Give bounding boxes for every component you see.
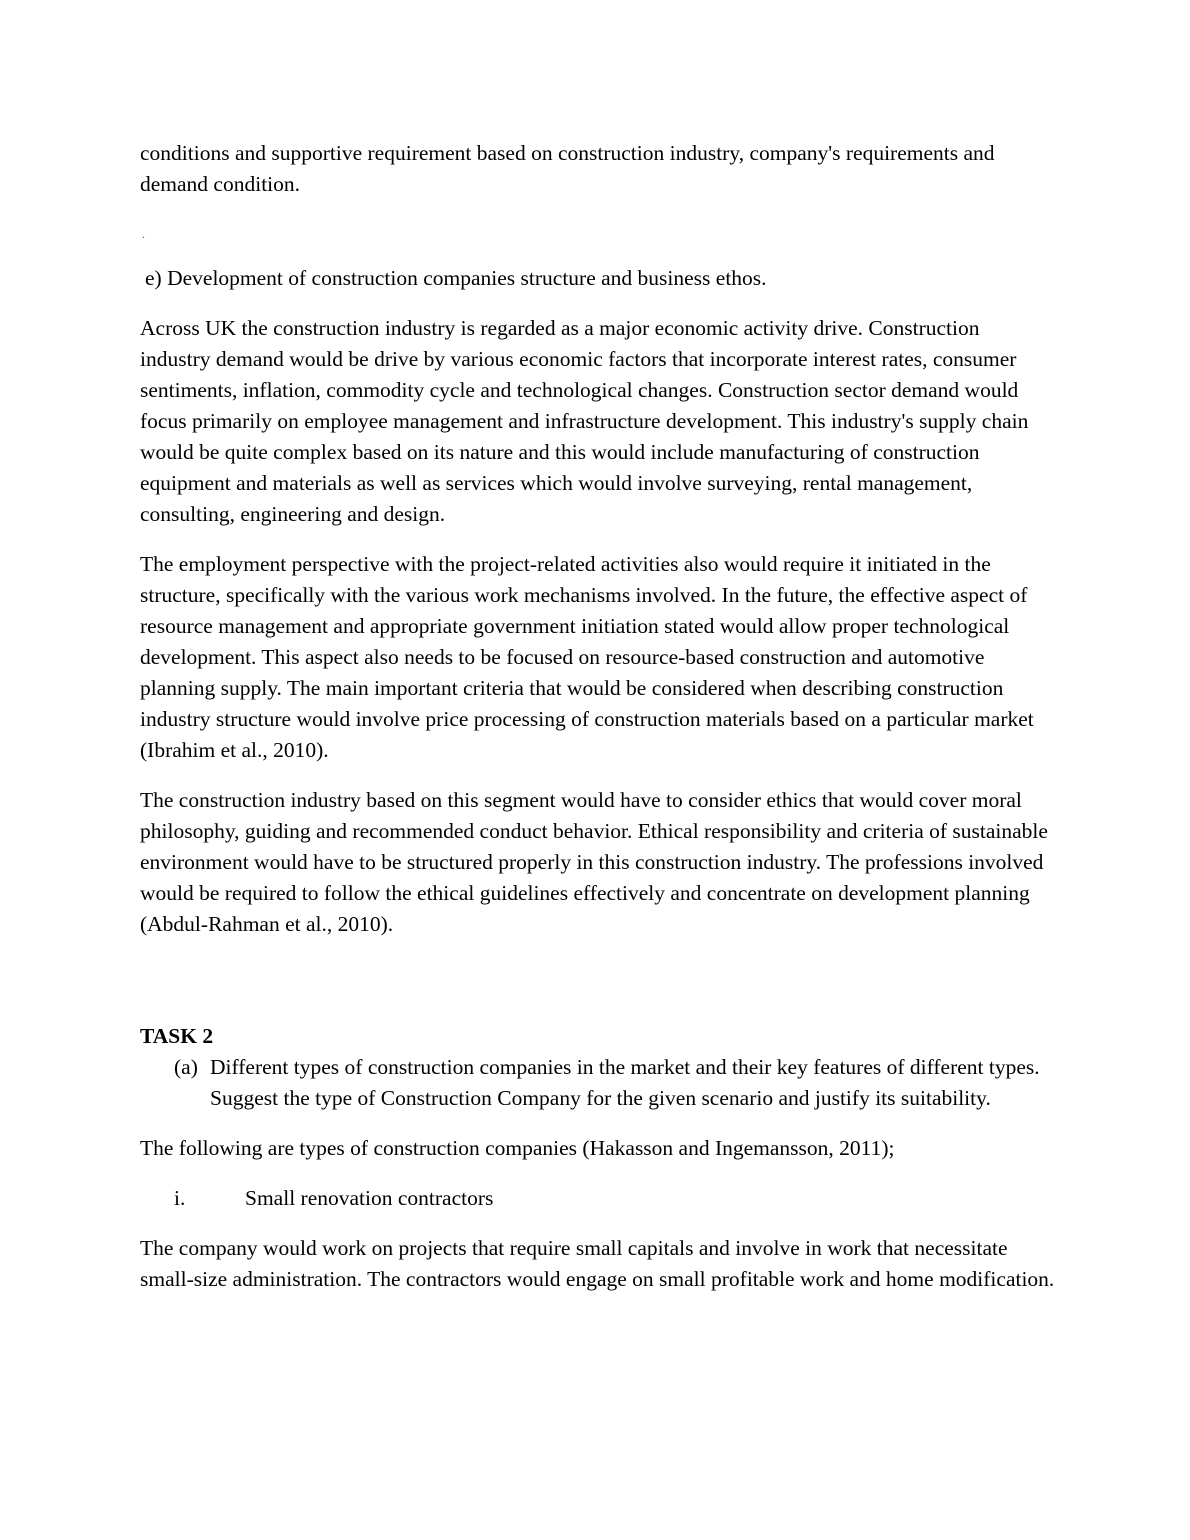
list-item-marker: i. [174,1186,186,1210]
task-a-item [140,1052,1055,1114]
list-item-text: Small renovation contractors [245,1186,494,1210]
paragraph-employment-perspective: The employment perspective with the project-related activities also would require it initiated in the structure, specifically with the various work mechanisms involved. In the future, the effective aspect of resource management and appropriate government initiation stated would allow proper technological development. This aspect also needs to be focused on resource-based construction and automotive planning supply. The main important criteria that would be considered when describing construction industry structure would involve price processing of construction materials based on a particular market (Ibrahim et al., 2010). [140,552,1034,762]
continuation-paragraph: conditions and supportive requirement based on construction industry, company's requirements and demand condition. [140,141,995,196]
section-e-heading: e) Development of construction companies structure and business ethos. [145,266,767,290]
paragraph-industry-overview: Across UK the construction industry is regarded as a major economic activity drive. Construction industry demand would be drive by various economic factors that incorporate interest rates, consumer sentiments, inflation, commodity cycle and technological changes. Construction sector demand would focus primarily on employee management and infrastructure development. This industry's supply chain would be quite complex based on its nature and this would include manufacturing of construction equipment and materials as well as services which would involve surveying, rental management, consulting, engineering and design. [140,316,1029,526]
task-a-text: Different types of construction companies in the market and their key features of different types. Suggest the type of Construction Company for the given scenario and justify its suitability. [210,1055,1040,1110]
task-2-heading: TASK 2 [140,1024,214,1048]
list-item-small-renovation [140,1183,1055,1214]
paragraph-ethics: The construction industry based on this segment would have to consider ethics that would cover moral philosophy, guiding and recommended conduct behavior. Ethical responsibility and criteria of sustainable environment would have to be structured properly in this construction industry. The professions involved would be required to follow the ethical guidelines effectively and concentrate on development planning (Abdul-Rahman et al., 2010). [140,788,1048,936]
document-page [140,138,1055,1295]
task-a-marker: (a) [174,1055,198,1079]
paragraph-small-contractors: The company would work on projects that require small capitals and involve in work that necessitate small-size administration. The contractors would engage on small profitable work and home modification. [140,1236,1055,1291]
types-intro-paragraph: The following are types of construction companies (Hakasson and Ingemansson, 2011); [140,1136,895,1160]
stray-dot: . [142,227,145,241]
